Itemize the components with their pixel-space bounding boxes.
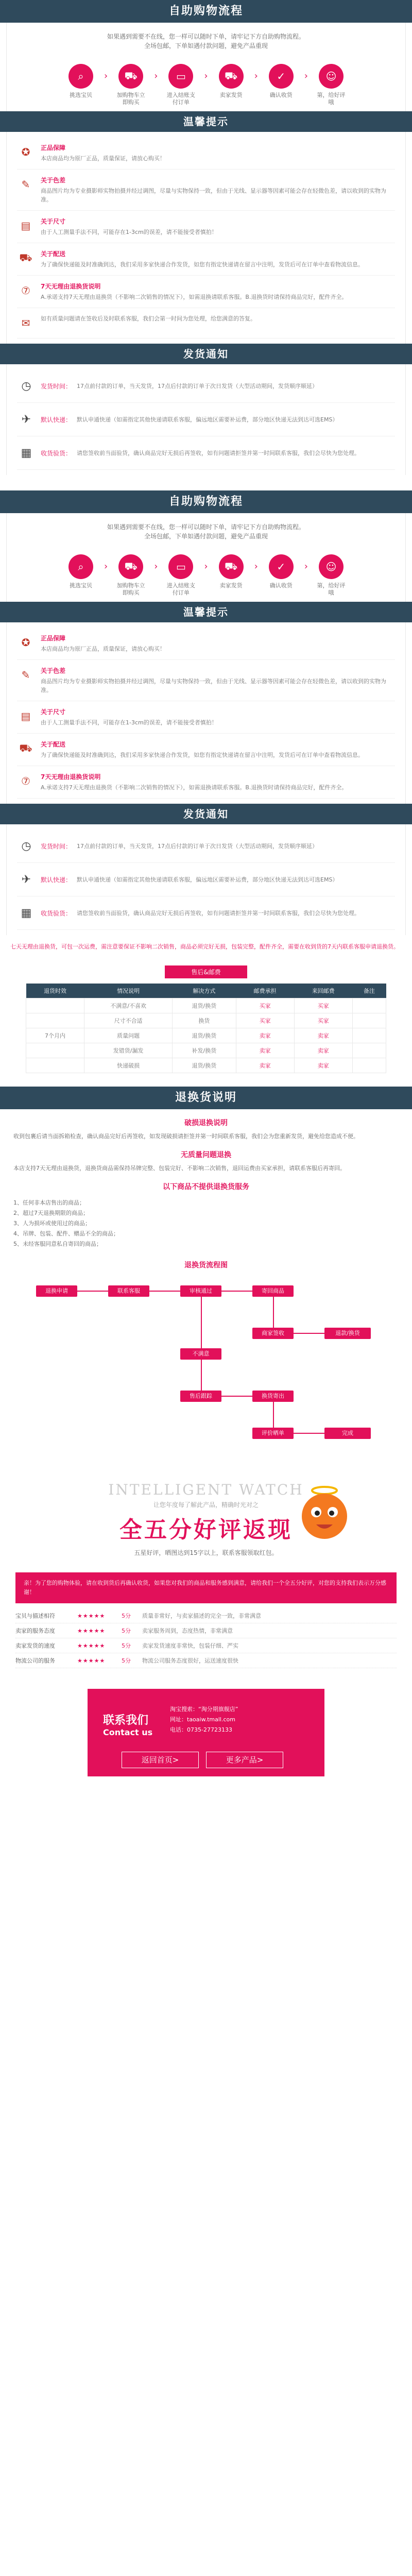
table-cell: 补发/换货 [173, 1043, 236, 1058]
tip-item [17, 170, 395, 211]
receive-icon: ✓ [269, 554, 294, 579]
table-cell: 买家 [236, 1013, 294, 1028]
truck-icon: ⛟ [19, 251, 32, 264]
flow-step [115, 554, 147, 597]
tip-item [17, 276, 395, 308]
section-title-ship: 发货通知 [0, 344, 412, 364]
contact-line[interactable]: 网址：taoaiw.tmall.com [170, 1716, 235, 1723]
ship-text: 默认申通快递（如需指定其他快递请联系客服，偏远地区需要补运费，部分地区快递无法到达可选EMS） [77, 876, 338, 883]
table-cell: 退货/换货 [173, 1058, 236, 1073]
tip-title: 关于尺寸 [41, 708, 66, 716]
table-row [26, 1043, 386, 1058]
tip-title: 关于配送 [41, 250, 66, 258]
table-cell: 买家 [236, 998, 294, 1013]
ship-text: 默认申通快递（如需指定其他快递请联系客服，偏远地区需要补运费，部分地区快递无法到达可选EMS） [77, 416, 338, 423]
section-title-return: 退换货说明 [0, 1087, 412, 1109]
flow-node: 换货寄出 [252, 1391, 294, 1402]
intro-text [7, 23, 405, 56]
table-header: 来回邮费 [294, 984, 352, 998]
arrow-right-icon: › [154, 561, 158, 572]
contact-subtitle: Contact us [103, 1727, 153, 1737]
seven-day-icon: ⑦ [21, 284, 30, 297]
tip-text: 商品图片均为专业摄影师实物拍摄并经过调图，尽量与实物保持一致，但由于光线、显示器等因素可能会存在轻微色差，请以收到的实物为准。 [41, 678, 386, 693]
flow-label: 确认收货 [269, 582, 293, 589]
rating-row [15, 1608, 397, 1623]
table-cell [352, 1028, 386, 1043]
table-cell: 尺寸不合适 [84, 1013, 173, 1028]
table-cell: 发错货/漏发 [84, 1043, 173, 1058]
table-cell [26, 1043, 84, 1058]
rate-icon: ☺ [319, 64, 344, 89]
table-cell [352, 1043, 386, 1058]
flow-connector [201, 1297, 202, 1348]
intro-line: 如果遇到需要不在线，您一样可以随时下单，请牢记下方自助购物流程。 [107, 33, 305, 40]
tip-item [17, 243, 395, 276]
flow-label: 挑选宝贝 [69, 582, 92, 589]
return-flowchart [26, 1275, 386, 1461]
tip-item [17, 701, 395, 734]
table-cell [26, 1013, 84, 1028]
ship-row [17, 896, 395, 930]
flow-connector [201, 1360, 202, 1391]
table-row [26, 1028, 386, 1043]
search-icon: ⌕ [68, 64, 93, 89]
list-item: 1、任何非本店售出的商品； [13, 1199, 85, 1206]
ship-text: 17点前付款的订单，当天发货，17点后付款的订单于次日发货（大型活动期间，发货顺序顺延） [77, 382, 318, 389]
intro-line: 全场包邮，下单如遇付款问题，避免产品重现 [144, 42, 268, 49]
post-table [26, 984, 386, 1073]
rating-score: 5分 [122, 1657, 131, 1664]
flow-node: 退换申请 [36, 1285, 77, 1297]
table-header: 解决方式 [173, 984, 236, 998]
section-title-ship-2: 发货通知 [0, 804, 412, 824]
post-table-title: 售后&邮费 [165, 965, 247, 978]
return-subtitle: 破损退换说明 [184, 1119, 228, 1127]
flow-node: 售后跟踪 [180, 1391, 221, 1402]
flow-step [215, 554, 247, 589]
tip-text: 本店商品均为原厂正品，质量保证，请放心购买！ [41, 646, 165, 652]
clock-icon: ◷ [21, 839, 31, 853]
tip-title: 7天无理由退换货说明 [41, 283, 101, 290]
flow-connector [77, 1291, 108, 1292]
tip-text: 由于人工测量手法不同，可能存在1-3cm的误差，请不能接受者慎拍！ [41, 229, 217, 235]
flow-node: 不满意 [180, 1348, 221, 1360]
box-icon: ▦ [21, 906, 32, 920]
table-cell [352, 1058, 386, 1073]
ship-text: 请您签收前当面验货，确认商品完好无损后再签收，如有问题请拒签并第一时间联系客服，我们会尽快为您处理。 [77, 909, 360, 917]
intro-line: 如果遇到需要不在线，您一样可以随时下单，请牢记下方自助购物流程。 [107, 523, 305, 531]
rating-question: 卖家发货的速度 [15, 1642, 55, 1649]
plane-icon: ✈ [21, 413, 31, 426]
home-button[interactable]: 返回首页> [122, 1752, 199, 1768]
return-text: 本店支持7天无理由退换货，退换货商品需保持吊牌完整、包装完好、不影响二次销售，退回运费由买家承担，请联系客服后再寄回。 [13, 1165, 346, 1172]
badge-icon: ✪ [21, 146, 30, 158]
table-cell [352, 998, 386, 1013]
section-title-buy: 自助购物流程 [0, 0, 412, 23]
rating-row [15, 1623, 397, 1638]
table-row [26, 998, 386, 1013]
flow-label: 卖家发货 [219, 582, 243, 589]
tip-item [17, 766, 395, 799]
tip-item [17, 660, 395, 701]
flow-connector [294, 1433, 324, 1434]
ship-list [6, 364, 406, 475]
flow-label: 第，给好评哦 [317, 92, 346, 106]
tip-text: 为了确保快递能及时准确到达，我们采用多家快递合作发货，如您有指定快递请在留言中注明，发货后可在订单中查看物流信息。 [41, 752, 364, 758]
tip-title: 关于配送 [41, 741, 66, 748]
review-promo [0, 1466, 412, 1567]
truck-icon: ⛟ [219, 64, 244, 89]
tip-item [17, 211, 395, 243]
ship-label: 收货验货： [41, 449, 72, 457]
wallet-icon: ▭ [168, 554, 193, 579]
table-cell: 质量问题 [84, 1028, 173, 1043]
tip-item [17, 628, 395, 660]
flow-node: 评价晒单 [252, 1428, 294, 1439]
flow-step [265, 554, 297, 589]
buy-flow-box-2 [6, 513, 406, 602]
flowchart-title: 退换货流程图 [184, 1261, 228, 1269]
seven-day-icon: ⑦ [21, 775, 30, 787]
section-title-buy-2: 自助购物流程 [0, 490, 412, 513]
ship-row [17, 436, 395, 470]
table-cell: 换货 [173, 1013, 236, 1028]
ship-text: 请您签收前当面验货，确认商品完好无损后再签收，如有问题请拒签并第一时间联系客服，我们会尽快为您处理。 [77, 449, 360, 456]
tips-list [6, 132, 406, 344]
intro-line: 全场包邮，下单如遇付款问题，避免产品重现 [144, 533, 268, 540]
table-cell [26, 998, 84, 1013]
arrow-right-icon: › [304, 561, 308, 572]
section-title-tips: 温馨提示 [0, 111, 412, 132]
tips-list-2 [6, 622, 406, 804]
rating-answer: 质量非常好，与卖家描述的完全一致，非常满意 [142, 1613, 261, 1619]
flow-label: 挑选宝贝 [69, 92, 92, 98]
buy-flow-box [6, 23, 406, 111]
flow-node: 退款/换货 [324, 1328, 371, 1339]
ruler-icon: ▤ [21, 710, 31, 722]
flow-label: 进入结账支付订单 [166, 582, 195, 596]
arrow-right-icon: › [254, 561, 258, 572]
table-cell: 卖家 [294, 1058, 352, 1073]
wallet-icon: ▭ [168, 64, 193, 89]
rating-table [15, 1608, 397, 1668]
ship-list-2 [6, 824, 406, 935]
star-rating: ★★★★★ [77, 1642, 106, 1649]
rating-note: 亲！为了您的购物体验，请在收到货后再确认收货，如果您对我们的商品和服务感到满意，请给我们一个全五分好评，对您的支持我们表示万分感谢！ [15, 1572, 397, 1603]
intro-text-2 [7, 513, 405, 546]
table-cell [352, 1013, 386, 1028]
table-cell: 买家 [294, 1013, 352, 1028]
cart-icon: ⛟ [118, 64, 143, 89]
table-cell: 不满意/不喜欢 [84, 998, 173, 1013]
flow-connector [221, 1396, 252, 1397]
tip-text: A.承诺支持7天无理由退换货（不影响二次销售的情况下），如需退换请联系客服。B.退换货时请保持商品完好，配件齐全。 [41, 784, 348, 791]
mascot-icon [294, 1481, 355, 1548]
tip-item [17, 308, 395, 338]
flow-step [315, 64, 347, 106]
rating-question: 物流公司的服务 [15, 1657, 55, 1664]
section-title-tips-2: 温馨提示 [0, 602, 412, 622]
clock-icon: ◷ [21, 379, 31, 393]
tip-title: 正品保障 [41, 144, 66, 151]
list-item: 4、吊牌、包装、配件、赠品不全的商品； [13, 1230, 119, 1237]
table-row [26, 1013, 386, 1028]
note-icon: ✉ [21, 317, 30, 329]
flow-step [215, 64, 247, 99]
flow-steps [7, 56, 405, 111]
arrow-right-icon: › [204, 561, 208, 572]
contact-heading [103, 1711, 152, 1737]
tip-title: 7天无理由退换货说明 [41, 773, 101, 781]
flow-node: 联系客服 [108, 1285, 149, 1297]
review-english-title: INTELLIGENT WATCH [108, 1481, 304, 1498]
arrow-right-icon: › [154, 71, 158, 81]
table-cell: 退货/换货 [173, 1028, 236, 1043]
flow-connector [149, 1291, 180, 1292]
tip-item [17, 137, 395, 170]
table-header: 邮费承担 [236, 984, 294, 998]
table-cell: 快递破损 [84, 1058, 173, 1073]
flow-connector [221, 1291, 252, 1292]
flow-label: 第，给好评哦 [317, 582, 346, 596]
flow-node: 商家签收 [252, 1328, 294, 1339]
flow-step [115, 64, 147, 106]
badge-icon: ✪ [21, 636, 30, 649]
flow-label: 加购物车立即购买 [116, 582, 145, 596]
flow-connector [273, 1297, 274, 1328]
star-rating: ★★★★★ [77, 1657, 106, 1664]
flow-connector [273, 1402, 274, 1428]
table-cell [26, 1058, 84, 1073]
rating-answer: 卖家发货速度非常快，包装仔细、严实 [142, 1642, 238, 1649]
search-icon: ⌕ [68, 554, 93, 579]
table-header: 退货时效 [26, 984, 84, 998]
return-exclusion-list [0, 1196, 412, 1251]
rating-answer: 物流公司服务态度很好，运送速度很快 [142, 1657, 238, 1664]
tip-text: 为了确保快递能及时准确到达，我们采用多家快递合作发货，如您有指定快递请在留言中注明，发货后可在订单中查看物流信息。 [41, 261, 364, 268]
review-headline: 全五分好评返现 [119, 1517, 293, 1543]
ship-row [17, 369, 395, 403]
table-header: 情况说明 [84, 984, 173, 998]
arrow-right-icon: › [104, 71, 108, 81]
flow-node: 完成 [324, 1428, 371, 1439]
flow-step [165, 554, 197, 597]
rating-question: 宝贝与描述相符 [15, 1613, 55, 1619]
rating-row [15, 1638, 397, 1653]
table-header: 备注 [352, 984, 386, 998]
rating-score: 5分 [122, 1642, 131, 1649]
contact-title: 联系我们 [103, 1714, 149, 1727]
contact-card [88, 1689, 324, 1776]
flow-step [65, 554, 97, 589]
ship-label: 默认快递： [41, 876, 72, 884]
ship-text: 17点前付款的订单，当天发货，17点后付款的订单于次日发货（大型活动期间，发货顺序顺延） [77, 842, 318, 850]
contact-details [170, 1704, 238, 1735]
rating-question: 卖家的服务态度 [15, 1628, 55, 1634]
arrow-right-icon: › [104, 561, 108, 572]
arrow-right-icon: › [254, 71, 258, 81]
list-item: 3、人为损坏或使用过的商品； [13, 1220, 91, 1227]
tip-item [17, 734, 395, 766]
list-item: 2、超过7天退换期限的商品； [13, 1210, 89, 1216]
tip-text: 由于人工测量手法不同，可能存在1-3cm的误差，请不能接受者慎拍！ [41, 719, 217, 726]
flow-step [315, 554, 347, 597]
tip-text: 本店商品均为原厂正品，质量保证，请放心购买！ [41, 155, 165, 162]
ship-label: 发货时间： [41, 382, 72, 390]
table-cell: 7个月内 [26, 1028, 84, 1043]
rate-icon: ☺ [319, 554, 344, 579]
flow-label: 进入结账支付订单 [166, 92, 195, 106]
ruler-icon: ▤ [21, 219, 31, 232]
truck-icon: ⛟ [219, 554, 244, 579]
contact-buttons [122, 1752, 283, 1768]
table-cell: 卖家 [236, 1058, 294, 1073]
tip-title: 关于色差 [41, 667, 66, 674]
flow-label: 卖家发货 [219, 92, 243, 98]
contact-line: 淘宝搜索：“淘分期旗舰店” [170, 1706, 238, 1713]
rating-answer: 卖家服务周到，态度热情，非常满意 [142, 1628, 233, 1634]
ship-label: 收货验货： [41, 909, 72, 917]
flow-node: 审核通过 [180, 1285, 221, 1297]
cart-icon: ⛟ [118, 554, 143, 579]
rating-row [15, 1653, 397, 1668]
arrow-right-icon: › [304, 71, 308, 81]
flow-label: 加购物车立即购买 [116, 92, 145, 106]
flow-step [65, 64, 97, 99]
table-cell: 退货/换货 [173, 998, 236, 1013]
arrow-right-icon: › [204, 71, 208, 81]
ship-row [17, 863, 395, 896]
ship-label: 发货时间： [41, 842, 72, 850]
flow-step [165, 64, 197, 106]
table-row [26, 1058, 386, 1073]
star-rating: ★★★★★ [77, 1612, 106, 1619]
flow-node: 寄回商品 [252, 1285, 294, 1297]
table-cell: 买家 [294, 998, 352, 1013]
ship-label: 默认快递： [41, 416, 72, 423]
ship-row [17, 829, 395, 863]
rating-score: 5分 [122, 1613, 131, 1619]
tip-title: 正品保障 [41, 635, 66, 642]
star-rating: ★★★★★ [77, 1627, 106, 1634]
tip-text: A.承诺支持7天无理由退换货（不影响二次销售的情况下），如需退换请联系客服。B.退换货时请保持商品完好，配件齐全。 [41, 294, 348, 300]
table-cell: 卖家 [294, 1043, 352, 1058]
truck-icon: ⛟ [19, 741, 32, 754]
more-products-button[interactable]: 更多产品> [206, 1752, 283, 1768]
table-cell: 卖家 [236, 1043, 294, 1058]
return-text: 收到包裹后请当面拆箱检查，确认商品完好后再签收，如发现破损请拒签并第一时间联系客服，我们会为您重新发货，避免给您造成不便。 [13, 1133, 359, 1140]
return-subtitle: 以下商品不提供退换货服务 [163, 1183, 249, 1191]
ship-row [17, 403, 395, 436]
color-icon: ✎ [21, 178, 30, 191]
table-cell: 卖家 [236, 1028, 294, 1043]
plane-icon: ✈ [21, 873, 31, 886]
review-description: 五星好评，晒图达到15字以上，联系客服领取红包。 [134, 1549, 278, 1556]
rating-score: 5分 [122, 1628, 131, 1634]
tip-title: 关于尺寸 [41, 218, 66, 225]
contact-line: 电话：0735-27723133 [170, 1726, 232, 1733]
table-cell: 卖家 [294, 1028, 352, 1043]
color-icon: ✎ [21, 669, 30, 681]
return-subtitle: 无质量问题退换 [181, 1151, 231, 1159]
flow-label: 确认收货 [269, 92, 293, 98]
flow-connector [294, 1333, 324, 1334]
tip-text: 商品图片均为专业摄影师实物拍摄并经过调图，尽量与实物保持一致，但由于光线、显示器等因素可能会存在轻微色差，请以收到的实物为准。 [41, 188, 386, 203]
list-item: 5、未经客服同意私自寄回的商品； [13, 1241, 102, 1247]
tip-title: 关于色差 [41, 177, 66, 184]
flow-steps-2 [7, 546, 405, 602]
tip-text: 如有质量问题请在签收后及时联系客服，我们会第一时间为您处理，给您满意的答复。 [41, 315, 256, 322]
ship-warning-text: 七天无理由退换货，可包一次运费，需注意要保证不影响二次销售，商品必须完好无损，包装完整，配件齐全，需要在收到货的7天内联系客服申请退换货。 [10, 943, 399, 950]
review-subtitle: 让您年度每了解此产品，精确时光对之 [153, 1501, 259, 1509]
flow-step [265, 64, 297, 99]
receive-icon: ✓ [269, 64, 294, 89]
table-header-row [26, 984, 386, 998]
box-icon: ▦ [21, 446, 32, 460]
